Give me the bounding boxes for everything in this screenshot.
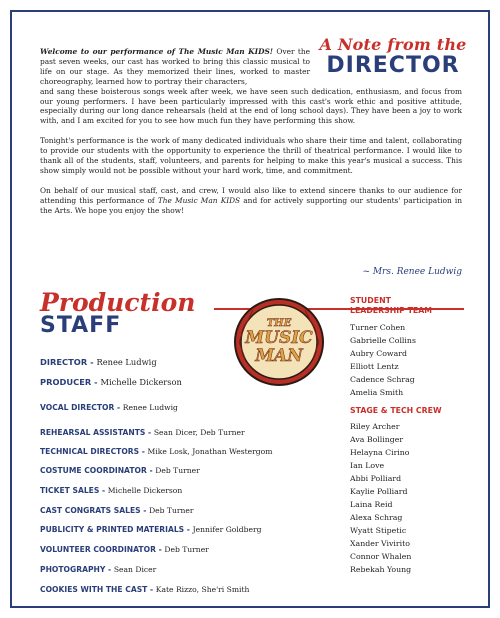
staff-row xyxy=(40,565,156,574)
staff-row xyxy=(40,525,261,534)
list-item: Aubry Coward xyxy=(350,349,407,358)
letter-paragraph-2: Tonight's performance is the work of many dedicated individuals who share their time and talent, collaborating to provide our students with the opportunity to experience the thrill of theatrical performance. I would like to thank all of the students, staff, volunteers, and parents for helping to make this year's musical a success. This show simply would not be possible without your hard work, time, and commitment. xyxy=(40,136,462,175)
list-item: Wyatt Stipetic xyxy=(350,526,407,535)
staff-name: Mike Losk, Jonathan Westergom xyxy=(147,447,273,456)
staff-role: COOKIES WITH THE CAST - xyxy=(40,585,156,594)
letter-p3-italic: The Music Man KIDS xyxy=(157,195,241,205)
leadership-heading xyxy=(350,296,470,316)
staff-role: DIRECTOR - xyxy=(40,357,97,367)
letter-paragraph-3 xyxy=(40,186,462,216)
staff-role: PRODUCER - xyxy=(40,377,101,387)
leadership-list xyxy=(350,321,470,399)
staff-name: Michelle Dickerson xyxy=(100,377,182,387)
staff-role: REHEARSAL ASSISTANTS - xyxy=(40,428,154,437)
staff-row xyxy=(40,486,182,495)
list-item: Connor Whalen xyxy=(350,552,412,561)
staff-title: STAFF xyxy=(40,313,122,338)
letter-p3-b: and for actively supporting our students' participation in the Arts. We hope you enjoy the show! xyxy=(40,195,462,215)
letter-p3-a: On behalf of our musical staff, cast, and crew, I would also like to extend sincere thanks to our audience for attending this performance of xyxy=(40,185,462,205)
director-letter xyxy=(40,47,462,226)
note-title: A Note from the xyxy=(319,35,467,54)
staff-role: CAST CONGRATS SALES - xyxy=(40,506,150,515)
staff-role: TICKET SALES - xyxy=(40,486,108,495)
staff-name: Renee Ludwig xyxy=(96,357,157,367)
staff-name: Michelle Dickerson xyxy=(107,486,183,495)
staff-role: PHOTOGRAPHY - xyxy=(40,565,114,574)
staff-role: PUBLICITY & PRINTED MATERIALS - xyxy=(40,525,193,534)
logo-text-the: THE xyxy=(266,318,292,329)
signature: ~ Mrs. Renee Ludwig xyxy=(362,267,462,277)
staff-name: Deb Turner xyxy=(164,545,209,554)
staff-role: TECHNICAL DIRECTORS - xyxy=(40,447,148,456)
list-item: Helayna Cirino xyxy=(350,448,410,457)
staff-name: Deb Turner xyxy=(155,466,200,475)
leadership-heading-line-2: LEADERSHIP TEAM xyxy=(350,306,433,315)
list-item: Kaylie Polliard xyxy=(350,487,408,496)
letter-p1-narrow: Over the past seven weeks, our cast has worked to bring this classic musical to life on our stage. As they memorized their lines, worked to master choreography, learned how to portray their characters, xyxy=(40,47,310,86)
staff-row xyxy=(40,545,209,554)
list-item: Turner Cohen xyxy=(350,323,406,332)
production-title: Production xyxy=(40,288,196,317)
list-item: Laina Reid xyxy=(350,500,393,509)
staff-name: Sean Dicer, Deb Turner xyxy=(153,428,245,437)
list-item: Rebekah Young xyxy=(350,565,412,574)
staff-row xyxy=(40,447,272,456)
staff-name: Deb Turner xyxy=(149,506,194,515)
staff-name: Renee Ludwig xyxy=(122,403,178,412)
list-item: Alexa Schrag xyxy=(350,513,403,522)
letter-p1-rest: and sang these boisterous songs week after week, we have seen such dedication, enthusiasm, and focus from our young performers. I have been particularly impressed with this cast's work ethic and positive attitude, especially during our long dance rehearsals (held at the end of long school days). They have been a joy to work with, and I am excited for you to see how much fun they have performing this show. xyxy=(40,86,462,126)
staff-name: Kate Rizzo, She'ri Smith xyxy=(155,585,250,594)
letter-lead: Welcome to our performance of The Music Man KIDS! xyxy=(40,47,274,56)
list-item: Amelia Smith xyxy=(350,388,404,397)
logo-text-man: MAN xyxy=(255,346,303,366)
staff-name: Jennifer Goldberg xyxy=(192,525,262,534)
music-man-logo xyxy=(233,296,325,388)
list-item: Riley Archer xyxy=(350,422,400,431)
list-item: Gabrielle Collins xyxy=(350,336,416,345)
list-item: Elliott Lentz xyxy=(350,362,399,371)
list-item: Abbi Polliard xyxy=(350,474,402,483)
list-item: Cadence Schrag xyxy=(350,375,415,384)
list-item: Xander Vivirito xyxy=(350,539,410,548)
staff-row xyxy=(40,466,200,475)
staff-row xyxy=(40,585,249,594)
list-item: Ian Love xyxy=(350,461,385,470)
note-director-title: DIRECTOR xyxy=(326,53,460,78)
crew-heading: STAGE & TECH CREW xyxy=(350,406,442,415)
letter-paragraph-1-top xyxy=(40,47,310,87)
staff-row xyxy=(40,403,178,412)
logo-text-music: MUSIC xyxy=(245,328,313,348)
staff-role: COSTUME COORDINATOR - xyxy=(40,466,156,475)
staff-role: VOCAL DIRECTOR - xyxy=(40,403,123,412)
leadership-heading-line-1: STUDENT xyxy=(350,296,391,305)
staff-row xyxy=(40,357,157,367)
staff-row xyxy=(40,428,245,437)
staff-name: Sean Dicer xyxy=(113,565,157,574)
staff-row xyxy=(40,377,182,387)
crew-list xyxy=(350,420,470,576)
list-item: Ava Bollinger xyxy=(350,435,404,444)
staff-role: VOLUNTEER COORDINATOR - xyxy=(40,545,165,554)
staff-row xyxy=(40,506,194,515)
